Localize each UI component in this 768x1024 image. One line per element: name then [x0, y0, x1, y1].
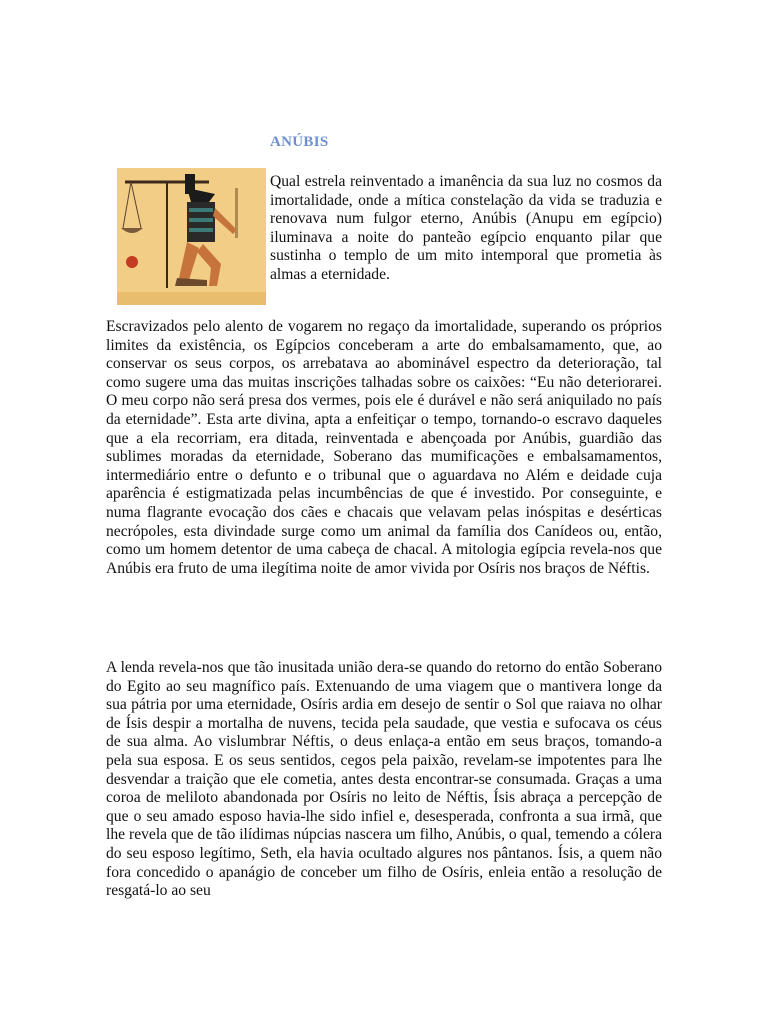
- body-paragraph-1: Escravizados pelo alento de vogarem no regaço da imortalidade, superando os próprios limites da existência, os Egípcios conceberam a arte do embalsamamento, que, ao conservar os seus corpos, os arrebatava ao abominável espectro da deterioração, tal como sugere uma das muitas inscrições talhadas sobre os caixões: “Eu não deteriorarei. O meu corpo não será presa dos vermes, pois ele é durável e não será aniquilado no país da eternidade”. Esta arte divina, apta a enfeitiçar o tempo, tornando-o escravo daqueles que a ela recorriam, era ditada, reinventada e abençoada por Anúbis, guardião das sublimes moradas da eternidade, Soberano das mumificações e embalsamamentos, intermediário entre o defunto e o tribunal que o aguardava no Além e deidade cuja aparência é estigmatizada pelas incumbências de que é investido. Por conseguinte, e numa flagrante evocação dos cães e chacais que velavam pelas inóspitas e desérticas necrópoles, esta divindade surge como um animal da família dos Canídeos ou, então, como um homem detentor de uma cabeça de chacal. A mitologia egípcia revela-nos que Anúbis era fruto de uma ilegítima noite de amor vivida por Osíris nos braços de Néftis.: [106, 318, 662, 577]
- intro-paragraph: Qual estrela reinventado a imanência da sua luz no cosmos da imortalidade, onde a mítica constelação da vida se traduzia e renovava num fulgor eterno, Anúbis (Anupu em egípcio) iluminava a noite do panteão egípcio enquanto pilar que sustinha o templo de um mito intemporal que prometia às almas a eternidade.: [270, 173, 662, 283]
- anubis-illustration: [117, 168, 266, 305]
- document-title: ANÚBIS: [270, 134, 329, 150]
- body-paragraph-2: A lenda revela-nos que tão inusitada união dera-se quando do retorno do então Soberano do Egito ao seu magnífico país. Extenuando de uma viagem que o mantivera longe da sua pátria por uma eternidade, Osíris ardia em desejo de sentir o Sol que raiava no olhar de Ísis despir a mortalha de nuvens, tecida pela saudade, que vestia e sufocava os céus de sua alma. Ao vislumbrar Néftis, o deus enlaça-a então em seus braços, tomando-a pela sua esposa. E os seus sentidos, cegos pela paixão, revelam-se impotentes para lhe desvendar a traição que ele cometia, antes desta encontrar-se consumada. Graças a uma coroa de meliloto abandonada por Osíris no leito de Néftis, Ísis abraça a percepção de que o seu amado esposo havia-lhe sido infiel e, desesperada, confronta a sua irmã, que lhe revela que de tão ilídimas núpcias nascera um filho, Anúbis, o qual, temendo a cólera do seu esposo legítimo, Seth, ela havia ocultado algures nos pântanos. Ísis, a quem não fora concedido o apanágio de conceber um filho de Osíris, enleia então a resolução de resgatá-lo ao seu: [106, 659, 662, 900]
